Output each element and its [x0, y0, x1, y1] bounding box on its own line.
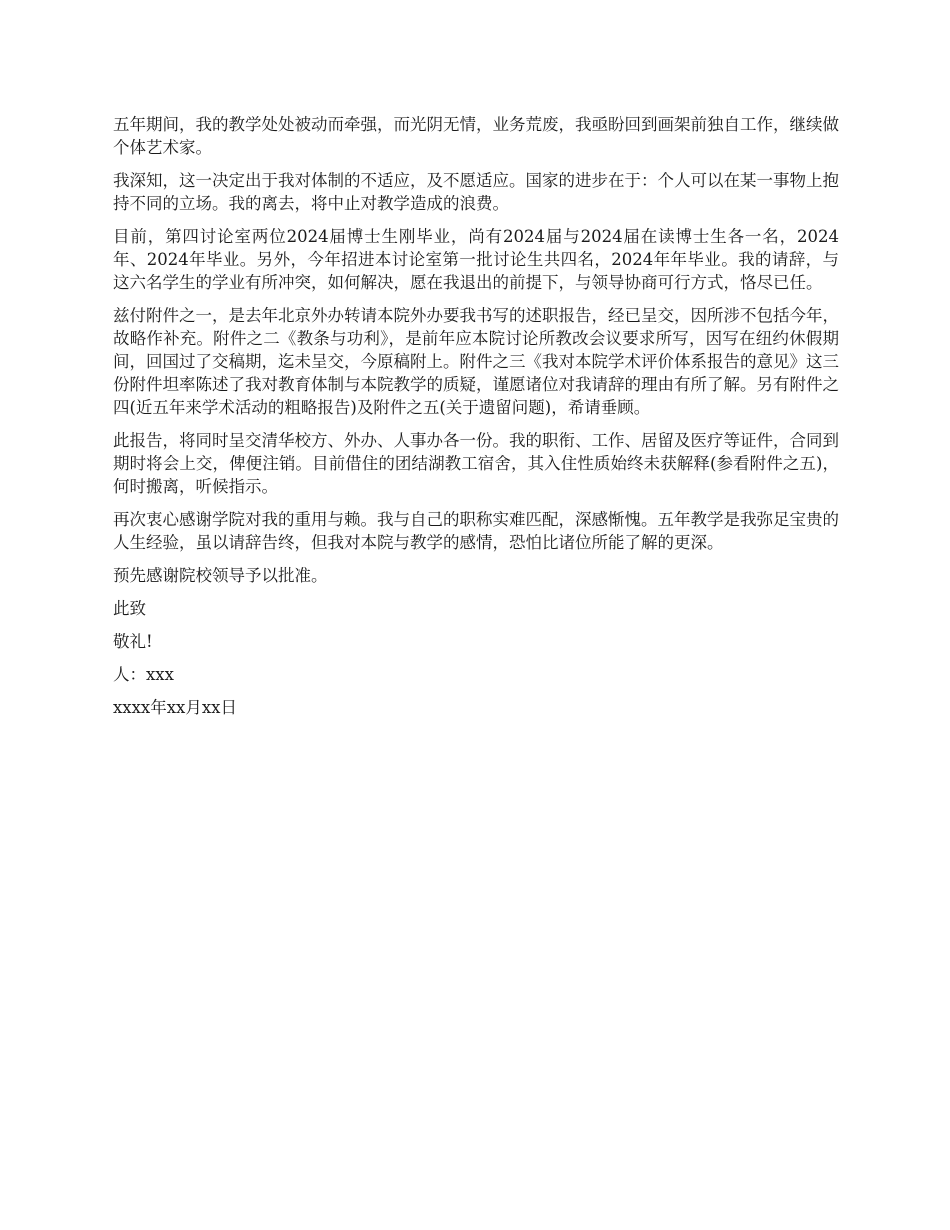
- paragraph-1: 五年期间，我的教学处处被动而牵强，而光阴无情，业务荒废，我亟盼回到画架前独自工作，继续做个体艺术家。: [113, 115, 839, 157]
- paragraph-2: 我深知，这一决定出于我对体制的不适应，及不愿适应。国家的进步在于：个人可以在某一事物上抱持不同的立场。我的离去，将中止对教学造成的浪费。: [113, 171, 839, 213]
- paragraph-7: 预先感谢院校领导予以批准。: [113, 566, 328, 585]
- paragraph-3: 目前，第四讨论室两位2024届博士生刚毕业，尚有2024届与2024届在读博士生各一名，2024年、2024年毕业。另外，今年招进本讨论室第一批讨论生共四名，2024年年毕业。我的请辞，与这六名学生的学业有所冲突，如何解决，愿在我退出的前提下，与领导协商可行方式，恪尽已任。: [113, 227, 839, 292]
- paragraph-5: 此报告，将同时呈交清华校方、外办、人事办各一份。我的职衔、工作、居留及医疗等证件，合同到期时将会上交，俾便注销。目前借住的团结湖教工宿舍，其入住性质始终未获解释(参看附件之五)，何时搬离，听候指示。: [113, 431, 839, 496]
- date-line: xxxx年xx月xx日: [113, 698, 237, 717]
- closing-salutation: 此致: [113, 599, 146, 618]
- paragraph-6: 再次衷心感谢学院对我的重用与赖。我与自己的职称实难匹配，深感惭愧。五年教学是我弥足宝贵的人生经验，虽以请辞告终，但我对本院与教学的感情，恐怕比诸位所能了解的更深。: [113, 510, 839, 552]
- document-page: [113, 113, 839, 729]
- paragraph-4: 兹付附件之一，是去年北京外办转请本院外办要我书写的述职报告，经已呈交，因所涉不包括今年，故略作补充。附件之二《教条与功利》，是前年应本院讨论所教改会议要求所写，因写在纽约休假期间，回国过了交稿期，迄未呈交，今原稿附上。附件之三《我对本院学术评价体系报告的意见》这三份附件坦率陈述了我对教育体制与本院教学的质疑，谨愿诸位对我请辞的理由有所了解。另有附件之四(近五年来学术活动的粗略报告)及附件之五(关于遗留问题)，希请垂顾。: [113, 306, 839, 417]
- signer-line: 人：xxx: [113, 665, 174, 684]
- closing-regards: 敬礼!: [113, 632, 153, 651]
